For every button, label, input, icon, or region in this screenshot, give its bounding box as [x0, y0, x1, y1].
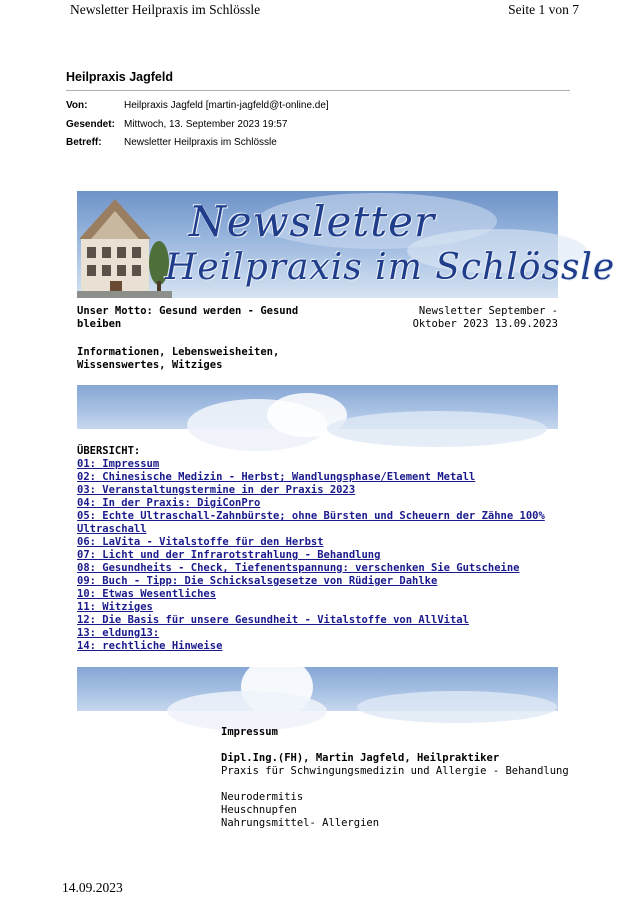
impressum-name: Dipl.Ing.(FH), Martin Jagfeld, Heilpraktiker	[221, 752, 500, 764]
email-subject-label: Betreff:	[66, 137, 102, 148]
banner-title: Newsletter	[189, 197, 436, 246]
toc-item	[77, 588, 562, 601]
impressum-heading: Impressum	[221, 726, 278, 738]
impressum-topic: Nahrungsmittel- Allergien	[221, 817, 380, 829]
toc-link-veranstaltungstermine[interactable]: 03: Veranstaltungstermine in der Praxis 2023	[77, 484, 356, 496]
toc-link-lavita[interactable]: 06: LaVita - Vitalstoffe für den Herbst	[77, 536, 324, 548]
toc-list	[77, 458, 562, 653]
toc-item	[77, 510, 562, 536]
impressum-subtitle: Praxis für Schwingungsmedizin und Allergie - Behandlung	[221, 765, 569, 777]
sky-divider-image	[77, 667, 558, 711]
email-subject-value: Newsletter Heilpraxis im Schlössle	[124, 137, 277, 148]
impressum-section	[221, 726, 569, 830]
toc-heading: ÜBERSICHT:	[77, 445, 141, 457]
impressum-topic: Heuschnupfen	[221, 804, 297, 816]
newsletter-banner	[77, 191, 616, 298]
newsletter-motto: Unser Motto: Gesund werden - Gesund bleiben	[77, 305, 299, 330]
toc-item	[77, 484, 562, 497]
toc-link-witziges[interactable]: 11: Witziges	[77, 601, 153, 613]
email-from-value: Heilpraxis Jagfeld [martin-jagfeld@t-online.de]	[124, 100, 329, 111]
newsletter-issue-date: Newsletter September - Oktober 2023 13.09.2023	[412, 305, 558, 330]
toc-link-chinesische-medizin[interactable]: 02: Chinesische Medizin - Herbst; Wandlungsphase/Element Metall	[77, 471, 476, 483]
print-page-number: Seite 1 von 7	[508, 2, 579, 17]
newsletter-intro: Informationen, Lebensweisheiten, Wissenswertes, Witziges	[77, 346, 280, 371]
sky-divider-image	[77, 385, 558, 429]
email-sent-value: Mittwoch, 13. September 2023 19:57	[124, 119, 288, 130]
toc-link-infrarot[interactable]: 07: Licht und der Infrarotstrahlung - Behandlung	[77, 549, 381, 561]
toc-item	[77, 562, 562, 575]
email-sent-label: Gesendet:	[66, 119, 115, 130]
toc-link-gutscheine[interactable]: 08: Gesundheits - Check, Tiefenentspannung: verschenken Sie Gutscheine	[77, 562, 520, 574]
toc-link-allvital[interactable]: 12: Die Basis für unsere Gesundheit - Vitalstoffe von AllVital	[77, 614, 469, 626]
print-footer-date: 14.09.2023	[62, 880, 123, 895]
header-divider	[66, 90, 570, 91]
email-sender-heading: Heilpraxis Jagfeld	[66, 70, 173, 84]
toc-link-rechtliche-hinweise[interactable]: 14: rechtliche Hinweise	[77, 640, 223, 652]
banner-subtitle: Heilpraxis im Schlössle	[165, 247, 616, 288]
toc-link-ultraschall-zahnbuerste[interactable]: 05: Echte Ultraschall-Zahnbürste; ohne Bürsten und Scheuern der Zähne 100% Ultraschall	[77, 510, 545, 535]
toc-item	[77, 614, 562, 627]
toc-item	[77, 471, 562, 484]
toc-link-digiconpro[interactable]: 04: In der Praxis: DigiConPro	[77, 497, 261, 509]
toc-link-wesentliches[interactable]: 10: Etwas Wesentliches	[77, 588, 217, 600]
impressum-topic: Neurodermitis	[221, 791, 304, 803]
toc-item	[77, 536, 562, 549]
toc-item	[77, 549, 562, 562]
email-from-label: Von:	[66, 100, 88, 111]
toc-item	[77, 601, 562, 614]
toc-link-meldung13[interactable]: 13: eldung13:	[77, 627, 160, 639]
toc-link-buch-tipp[interactable]: 09: Buch - Tipp: Die Schicksalsgesetze von Rüdiger Dahlke	[77, 575, 438, 587]
toc-item	[77, 575, 562, 588]
toc-item	[77, 640, 562, 653]
toc-link-impressum[interactable]: 01: Impressum	[77, 458, 160, 470]
print-header-title: Newsletter Heilpraxis im Schlössle	[70, 2, 261, 17]
toc-item	[77, 458, 562, 471]
toc-item	[77, 627, 562, 640]
toc-item	[77, 497, 562, 510]
